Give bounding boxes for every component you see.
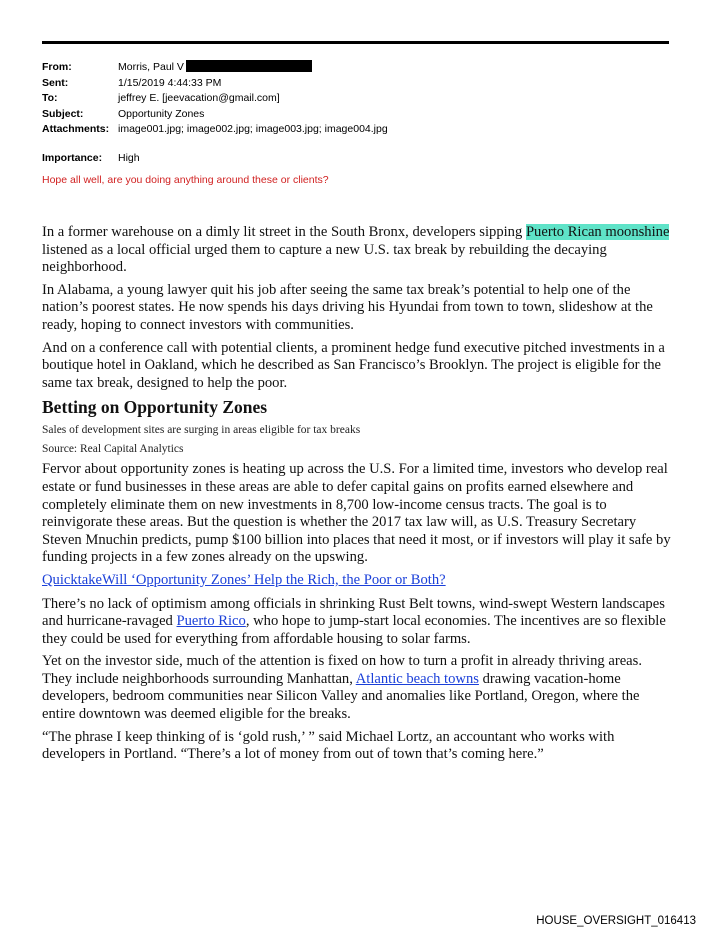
p1-text-b: listened as a local official urged them to capture a new U.S. tax break by rebuilding the decaying neighborhood. bbox=[42, 241, 607, 276]
email-header bbox=[42, 60, 388, 166]
attachments-row bbox=[42, 122, 388, 138]
paragraph-4: Fervor about opportunity zones is heating up across the U.S. For a limited time, investors who develop real estate or fund businesses in these areas are able to defer capital gains on profits earned elsewhere and completely eliminate them on new investments in 8,700 low-income census tracts. The goal is to reinvigorate these areas. But the question is whether the 2017 tax law will, as U.S. Treasury Secretary Steven Mnuchin predicts, pump $100 billion into places that need it most, or if investors will play it safe by funding projects in a few zones already on the upswing. bbox=[42, 461, 671, 566]
highlighted-text: Puerto Rican moonshine bbox=[525, 224, 670, 240]
subject-label: Subject: bbox=[42, 107, 84, 120]
sent-row bbox=[42, 76, 388, 92]
quicktake-link[interactable]: QuicktakeWill ‘Opportunity Zones’ Help the Rich, the Poor or Both? bbox=[42, 571, 446, 588]
importance-value: High bbox=[118, 151, 140, 164]
redaction-box bbox=[186, 60, 312, 72]
p6-text-a: Yet on the investor side, much of the attention is fixed on how to turn a profit in already thriving areas. They include neighborhoods surrounding Manhattan, bbox=[42, 653, 642, 687]
paragraph-6 bbox=[42, 653, 672, 723]
source-line: Source: Real Capital Analytics bbox=[42, 443, 184, 456]
atlantic-beach-towns-link[interactable]: Atlantic beach towns bbox=[355, 670, 479, 687]
from-value: Morris, Paul V bbox=[118, 61, 184, 73]
attachments-label: Attachments: bbox=[42, 123, 110, 135]
article-body bbox=[42, 224, 672, 769]
importance-row bbox=[42, 151, 388, 167]
section-subheading: Sales of development sites are surging in areas eligible for tax breaks bbox=[42, 424, 361, 437]
sender-note: Hope all well, are you doing anything around these or clients? bbox=[42, 174, 329, 186]
to-value: jeffrey E. [jeevacation@gmail.com] bbox=[118, 92, 280, 104]
to-row bbox=[42, 91, 388, 107]
bates-number: HOUSE_OVERSIGHT_016413 bbox=[536, 915, 696, 927]
subject-row bbox=[42, 107, 388, 123]
importance-label: Importance: bbox=[42, 151, 103, 164]
paragraph-2: In Alabama, a young lawyer quit his job after seeing the same tax break’s potential to help one of the nation’s poorest states. He now spends his days driving his Hyundai from town to town, slideshow at the ready, hoping to connect investors with communities. bbox=[42, 281, 653, 333]
quicktake-line bbox=[42, 572, 672, 590]
p5-text-a: There’s no lack of optimism among officials in shrinking Rust Belt towns, wind-swept Western landscapes and hurricane-ravaged bbox=[42, 595, 665, 630]
from-label: From: bbox=[42, 61, 72, 73]
paragraph-3: And on a conference call with potential clients, a prominent hedge fund executive pitched investments in a boutique hotel in Oakland, which he described as San Francisco’s Brooklyn. The project is eligible for the same tax break, designed to help the poor. bbox=[42, 339, 665, 391]
from-row bbox=[42, 60, 388, 76]
p1-text-a: In a former warehouse on a dimly lit street in the South Bronx, developers sipping bbox=[42, 224, 526, 240]
p5-text-b: , who hope to jump-start local economies. The incentives are so flexible they could be used for everything from affordable housing to solar farms. bbox=[42, 613, 666, 647]
sent-value: 1/15/2019 4:44:33 PM bbox=[118, 76, 222, 89]
puerto-rico-link[interactable]: Puerto Rico bbox=[176, 613, 246, 630]
paragraph-7: “The phrase I keep thinking of is ‘gold rush,’ ” said Michael Lortz, an accountant who works with developers in Portland. “There’s a lot of money from out of town that’s coming here.” bbox=[42, 728, 615, 763]
header-rule bbox=[42, 41, 669, 44]
subject-value: Opportunity Zones bbox=[118, 107, 205, 120]
p6-text-b: drawing vacation-home developers, bedroom communities near Silicon Valley and anomalies like Portland, Oregon, where the entire downtown was deemed eligible for the breaks. bbox=[42, 670, 640, 723]
paragraph-5 bbox=[42, 596, 672, 649]
paragraph-1 bbox=[42, 224, 672, 277]
sent-label: Sent: bbox=[42, 76, 69, 89]
section-heading: Betting on Opportunity Zones bbox=[42, 397, 268, 418]
attachments-value: image001.jpg; image002.jpg; image003.jpg; image004.jpg bbox=[118, 123, 388, 135]
to-label: To: bbox=[42, 92, 58, 104]
